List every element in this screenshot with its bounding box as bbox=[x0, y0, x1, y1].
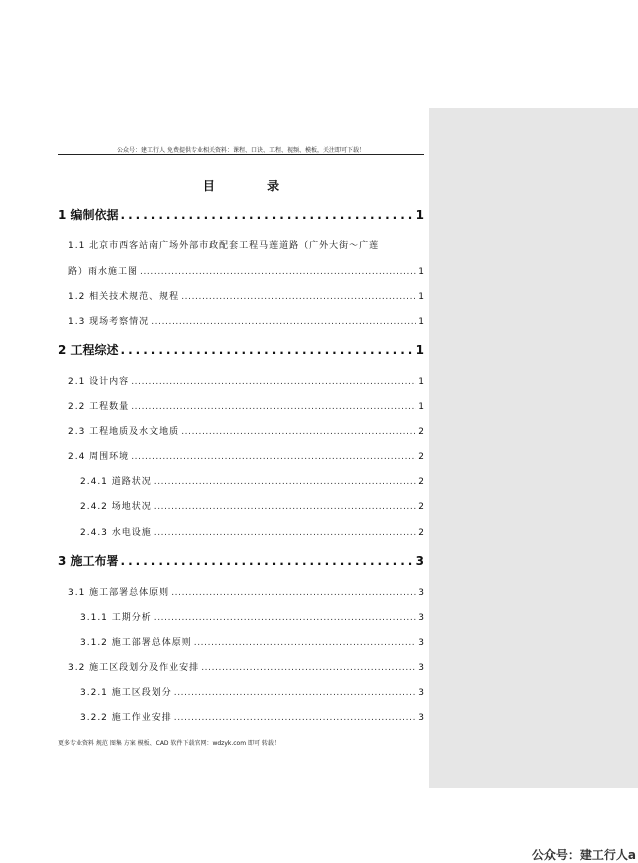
toc-leader-dots bbox=[174, 713, 417, 723]
toc-entry-label: 3.1.2 施工部署总体原则 bbox=[80, 638, 192, 648]
header-divider bbox=[58, 154, 424, 155]
toc-entry-label: 1 编制依据 bbox=[58, 208, 119, 222]
toc-entry[interactable] bbox=[58, 206, 424, 223]
toc-entry[interactable] bbox=[58, 374, 424, 387]
toc-leader-dots bbox=[181, 292, 416, 302]
toc-leader-dots bbox=[140, 267, 416, 277]
toc-entry-label-continuation: 路）雨水施工图 bbox=[68, 267, 139, 277]
toc-entry-label: 2.4.1 道路状况 bbox=[80, 477, 152, 487]
toc-entry[interactable] bbox=[58, 710, 424, 723]
toc-leader-dots bbox=[154, 502, 417, 512]
toc-entry-label: 2.2 工程数量 bbox=[68, 402, 130, 412]
toc-entry[interactable] bbox=[58, 525, 424, 538]
toc-entry-page: 3 bbox=[418, 613, 424, 623]
toc-entry[interactable] bbox=[58, 585, 424, 598]
toc-entry-label: 3 施工布署 bbox=[58, 554, 119, 568]
toc-leader-dots bbox=[154, 528, 417, 538]
toc-leader-dots bbox=[201, 663, 416, 673]
toc-entry-page: 3 bbox=[418, 588, 424, 598]
toc-entry[interactable] bbox=[58, 499, 424, 512]
toc-entry-page: 1 bbox=[415, 343, 424, 357]
toc-entry-page: 1 bbox=[418, 377, 424, 387]
toc-leader-dots bbox=[181, 427, 416, 437]
toc-leader-dots bbox=[131, 377, 416, 387]
toc-entry-page: 2 bbox=[418, 477, 424, 487]
toc-entry-label: 3.2 施工区段划分及作业安排 bbox=[68, 663, 200, 673]
page-header-text: 公众号：建工行人 免费提供专业相关资料：课程、口诀、工程、视频、模板，关注即可下载！ bbox=[117, 147, 365, 154]
watermark-text: 公众号：建工行人a bbox=[531, 848, 636, 862]
toc-entry[interactable] bbox=[58, 449, 424, 462]
toc-entry[interactable] bbox=[58, 635, 424, 648]
toc-leader-dots bbox=[151, 317, 416, 327]
toc-entry-label: 2.3 工程地质及水文地质 bbox=[68, 427, 180, 437]
toc-entry-page: 3 bbox=[418, 688, 424, 698]
toc-entry-label: 3.1 施工部署总体原则 bbox=[68, 588, 170, 598]
toc-leader-dots bbox=[154, 613, 417, 623]
toc-leader-dots bbox=[174, 688, 417, 698]
toc-entry-label: 3.2.1 施工区段划分 bbox=[80, 688, 172, 698]
toc-entry-page: 3 bbox=[415, 554, 424, 568]
toc-entry[interactable] bbox=[58, 399, 424, 412]
toc-entry-label: 2.1 设计内容 bbox=[68, 377, 130, 387]
toc-entry-page: 1 bbox=[418, 317, 424, 327]
toc-entry[interactable] bbox=[58, 552, 424, 569]
toc-leader-dots bbox=[121, 208, 414, 222]
toc-entry[interactable] bbox=[58, 314, 424, 327]
toc-entry[interactable] bbox=[58, 341, 424, 358]
toc-entry-label: 2.4.3 水电设施 bbox=[80, 528, 152, 538]
toc-entry-page: 2 bbox=[418, 528, 424, 538]
toc-leader-dots bbox=[171, 588, 416, 598]
toc-entry-label[interactable]: 1.1 北京市西客站南广场外部市政配套工程马莲道路（广外大街～广莲 bbox=[68, 241, 380, 251]
toc-entry-label: 2.4.2 场地状况 bbox=[80, 502, 152, 512]
toc-entry-page: 3 bbox=[418, 663, 424, 673]
toc-entry-label: 1.2 相关技术规范、规程 bbox=[68, 292, 180, 302]
toc-entry[interactable] bbox=[58, 424, 424, 437]
toc-entry-page: 1 bbox=[418, 292, 424, 302]
toc-entry-page: 2 bbox=[418, 452, 424, 462]
page-footer-text: 更多专业资料 规范 图集 方案 模板、CAD 软件下载官网：wdzyk.com 即可 转载！ bbox=[58, 740, 280, 747]
toc-entry-page: 2 bbox=[418, 427, 424, 437]
toc-entry-label: 1.3 现场考察情况 bbox=[68, 317, 150, 327]
toc-entry-page: 3 bbox=[418, 713, 424, 723]
toc-entry-label: 2.4 周围环境 bbox=[68, 452, 130, 462]
toc-entry-page: 3 bbox=[418, 638, 424, 648]
toc-title: 目 录 bbox=[202, 179, 304, 193]
toc-entry-page: 2 bbox=[418, 502, 424, 512]
toc-entry[interactable] bbox=[58, 474, 424, 487]
toc-leader-dots bbox=[194, 638, 417, 648]
toc-leader-dots bbox=[121, 343, 414, 357]
toc-entry-page: 1 bbox=[418, 267, 424, 277]
toc-entry-label: 2 工程综述 bbox=[58, 343, 119, 357]
toc-entry[interactable] bbox=[58, 264, 424, 277]
toc-entry[interactable] bbox=[58, 610, 424, 623]
toc-entry-page: 1 bbox=[418, 402, 424, 412]
toc-entry[interactable] bbox=[58, 685, 424, 698]
toc-entry[interactable] bbox=[58, 289, 424, 302]
toc-entry-label: 3.2.2 施工作业安排 bbox=[80, 713, 172, 723]
toc-entry-label: 3.1.1 工期分析 bbox=[80, 613, 152, 623]
toc-leader-dots bbox=[131, 402, 416, 412]
toc-entry-page: 1 bbox=[415, 208, 424, 222]
toc-leader-dots bbox=[121, 554, 414, 568]
page-margin-panel bbox=[429, 108, 638, 788]
toc-leader-dots bbox=[131, 452, 416, 462]
toc-entry[interactable] bbox=[58, 660, 424, 673]
toc-leader-dots bbox=[154, 477, 417, 487]
